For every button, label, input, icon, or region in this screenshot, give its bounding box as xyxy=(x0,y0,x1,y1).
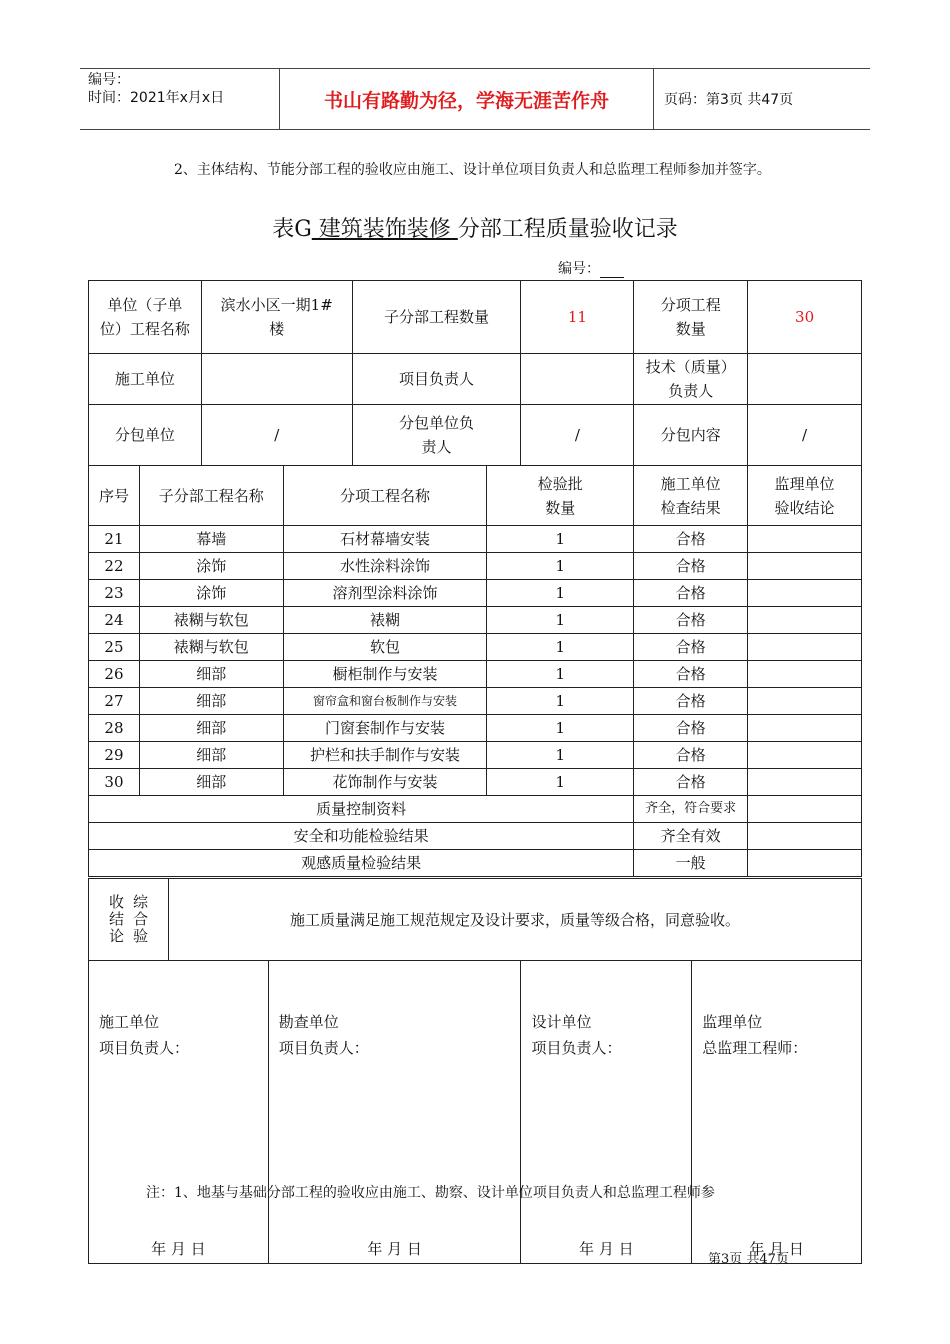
conclusion-label-col1: 收 结 论 xyxy=(108,893,124,945)
serial-label: 编号： xyxy=(558,261,600,277)
row-batch-count: 1 xyxy=(487,742,634,769)
items-table xyxy=(88,465,862,877)
summary-row xyxy=(89,796,862,823)
table-row xyxy=(89,607,862,634)
col-seq: 序号 xyxy=(89,466,140,526)
summary-supervision xyxy=(748,823,862,850)
item-count-label: 分项工程数量 xyxy=(634,281,748,354)
row-supervision xyxy=(748,634,862,661)
row-check-result: 合格 xyxy=(634,634,748,661)
table-row xyxy=(89,688,862,715)
row-item-name: 橱柜制作与安装 xyxy=(283,661,487,688)
signature-date: 年 月 日 xyxy=(367,1240,422,1258)
summary-value: 齐全有效 xyxy=(634,823,748,850)
row-sub-name: 细部 xyxy=(139,742,283,769)
page-header xyxy=(80,68,870,130)
row-check-result: 合格 xyxy=(634,715,748,742)
title-suffix: 分部工程质量验收记录 xyxy=(457,217,678,242)
row-item-name: 石材幕墙安装 xyxy=(283,526,487,553)
signature-org: 勘查单位 xyxy=(278,1013,339,1031)
row-seq: 25 xyxy=(89,634,140,661)
row-item-name: 花饰制作与安装 xyxy=(283,769,487,796)
row-check-result: 合格 xyxy=(634,661,748,688)
row-batch-count: 1 xyxy=(487,607,634,634)
signature-block xyxy=(521,961,692,1264)
sub-count-label: 子分部工程数量 xyxy=(352,281,521,354)
subcontract-content-label: 分包内容 xyxy=(634,405,748,466)
col-item-name: 分项工程名称 xyxy=(283,466,487,526)
row-item-name: 溶剂型涂料涂饰 xyxy=(283,580,487,607)
table-row xyxy=(89,742,862,769)
conclusion-table xyxy=(88,878,862,1264)
intro-text: 2、主体结构、节能分部工程的验收应由施工、设计单位项目负责人和总监理工程师参加并签字。 xyxy=(174,162,771,178)
row-supervision xyxy=(748,715,862,742)
table-row xyxy=(89,634,862,661)
sub-count-value: 11 xyxy=(521,281,634,354)
row-check-result: 合格 xyxy=(634,526,748,553)
summary-row xyxy=(89,850,862,877)
row-check-result: 合格 xyxy=(634,742,748,769)
signature-role: 总监理工程师： xyxy=(702,1039,808,1057)
row-batch-count: 1 xyxy=(487,769,634,796)
row-supervision xyxy=(748,526,862,553)
subcontract-label: 分包单位 xyxy=(89,405,202,466)
footnote: 注：1、地基与基础分部工程的验收应由施工、勘察、设计单位项目负责人和总监理工程师参 xyxy=(146,1185,715,1201)
signature-org-block xyxy=(531,1009,621,1061)
pm-label: 项目负责人 xyxy=(352,354,521,405)
table-row xyxy=(89,580,862,607)
row-supervision xyxy=(748,580,862,607)
summary-row xyxy=(89,823,862,850)
signature-block xyxy=(268,961,521,1264)
signature-role: 项目负责人： xyxy=(278,1039,369,1057)
row-batch-count: 1 xyxy=(487,634,634,661)
row-supervision xyxy=(748,553,862,580)
header-meta xyxy=(80,69,280,129)
motto: 书山有路勤为径，学海无涯苦作舟 xyxy=(280,69,654,129)
col-batch-count: 检验批数量 xyxy=(487,466,634,526)
signature-date: 年 月 日 xyxy=(579,1240,634,1258)
unit-name-value: 滨水小区一期1#楼 xyxy=(201,281,352,354)
summary-value: 齐全，符合要求 xyxy=(634,796,748,823)
time-label: 时间：2021年x月x日 xyxy=(88,90,225,106)
row-seq: 23 xyxy=(89,580,140,607)
row-check-result: 合格 xyxy=(634,580,748,607)
summary-label: 观感质量检验结果 xyxy=(89,850,634,877)
subcontract-content-value: / xyxy=(748,405,862,466)
pm-value xyxy=(521,354,634,405)
conclusion-label xyxy=(89,879,169,961)
row-batch-count: 1 xyxy=(487,553,634,580)
row-item-name: 窗帘盒和窗台板制作与安装 xyxy=(283,688,487,715)
row-sub-name: 细部 xyxy=(139,661,283,688)
tech-label: 技术（质量）负责人 xyxy=(634,354,748,405)
row-sub-name: 涂饰 xyxy=(139,580,283,607)
signature-date: 年 月 日 xyxy=(151,1240,206,1258)
signature-date: 年 月 日 xyxy=(749,1240,804,1258)
row-item-name: 门窗套制作与安装 xyxy=(283,715,487,742)
page-label: 页码：第3页 共47页 xyxy=(664,92,794,108)
title-underlined: 建筑装饰装修 xyxy=(311,217,458,242)
signature-org: 施工单位 xyxy=(99,1013,160,1031)
row-item-name: 裱糊 xyxy=(283,607,487,634)
row-check-result: 合格 xyxy=(634,769,748,796)
row-seq: 28 xyxy=(89,715,140,742)
summary-supervision xyxy=(748,850,862,877)
signature-org-block xyxy=(99,1009,189,1061)
item-count-value: 30 xyxy=(748,281,862,354)
row-sub-name: 裱糊与软包 xyxy=(139,634,283,661)
table-row xyxy=(89,553,862,580)
row-batch-count: 1 xyxy=(487,580,634,607)
row-seq: 26 xyxy=(89,661,140,688)
row-supervision xyxy=(748,607,862,634)
summary-value: 一般 xyxy=(634,850,748,877)
row-seq: 21 xyxy=(89,526,140,553)
signature-role: 项目负责人： xyxy=(531,1039,622,1057)
signature-org-block xyxy=(279,1009,369,1061)
signature-row xyxy=(89,961,862,1264)
row-check-result: 合格 xyxy=(634,607,748,634)
unit-name-label: 单位（子单位）工程名称 xyxy=(89,281,202,354)
serial-blank xyxy=(600,263,624,278)
contractor-value xyxy=(201,354,352,405)
row-supervision xyxy=(748,661,862,688)
summary-body xyxy=(89,796,862,877)
summary-supervision xyxy=(748,796,862,823)
signature-role: 项目负责人： xyxy=(99,1039,190,1057)
row-seq: 30 xyxy=(89,769,140,796)
info-table xyxy=(88,280,862,466)
row-seq: 27 xyxy=(89,688,140,715)
row-batch-count: 1 xyxy=(487,661,634,688)
table-row xyxy=(89,661,862,688)
col-check-result: 施工单位检查结果 xyxy=(634,466,748,526)
row-seq: 24 xyxy=(89,607,140,634)
signature-block xyxy=(692,961,862,1264)
row-batch-count: 1 xyxy=(487,526,634,553)
table-row xyxy=(89,715,862,742)
table-row xyxy=(89,526,862,553)
row-supervision xyxy=(748,688,862,715)
row-sub-name: 细部 xyxy=(139,715,283,742)
rows-body xyxy=(89,526,862,796)
conclusion-text: 施工质量满足施工规范规定及设计要求，质量等级合格，同意验收。 xyxy=(168,879,861,961)
row-supervision xyxy=(748,769,862,796)
row-sub-name: 裱糊与软包 xyxy=(139,607,283,634)
title-prefix: 表G xyxy=(272,217,312,242)
col-sub-name: 子分部工程名称 xyxy=(139,466,283,526)
table-row xyxy=(89,769,862,796)
page-footer: 第3页 共47页 xyxy=(708,1252,789,1267)
col-supervision: 监理单位验收结论 xyxy=(748,466,862,526)
row-supervision xyxy=(748,742,862,769)
row-item-name: 软包 xyxy=(283,634,487,661)
row-batch-count: 1 xyxy=(487,688,634,715)
contractor-label: 施工单位 xyxy=(89,354,202,405)
row-batch-count: 1 xyxy=(487,715,634,742)
row-check-result: 合格 xyxy=(634,688,748,715)
row-item-name: 护栏和扶手制作与安装 xyxy=(283,742,487,769)
subcontract-lead-value: / xyxy=(521,405,634,466)
tech-value xyxy=(748,354,862,405)
row-sub-name: 细部 xyxy=(139,769,283,796)
row-sub-name: 涂饰 xyxy=(139,553,283,580)
signature-org: 监理单位 xyxy=(702,1013,763,1031)
row-sub-name: 细部 xyxy=(139,688,283,715)
row-check-result: 合格 xyxy=(634,553,748,580)
row-sub-name: 幕墙 xyxy=(139,526,283,553)
signature-org: 设计单位 xyxy=(531,1013,592,1031)
row-seq: 22 xyxy=(89,553,140,580)
summary-label: 质量控制资料 xyxy=(89,796,634,823)
form-title xyxy=(0,212,950,243)
serial-number xyxy=(558,258,624,278)
signature-org-block xyxy=(702,1009,807,1061)
row-item-name: 水性涂料涂饰 xyxy=(283,553,487,580)
conclusion-label-col2: 综 合 验 xyxy=(132,893,148,945)
signature-block xyxy=(89,961,269,1264)
subcontract-value: / xyxy=(201,405,352,466)
code-label: 编号： xyxy=(88,72,130,88)
row-seq: 29 xyxy=(89,742,140,769)
summary-label: 安全和功能检验结果 xyxy=(89,823,634,850)
subcontract-lead-label: 分包单位负责人 xyxy=(352,405,521,466)
